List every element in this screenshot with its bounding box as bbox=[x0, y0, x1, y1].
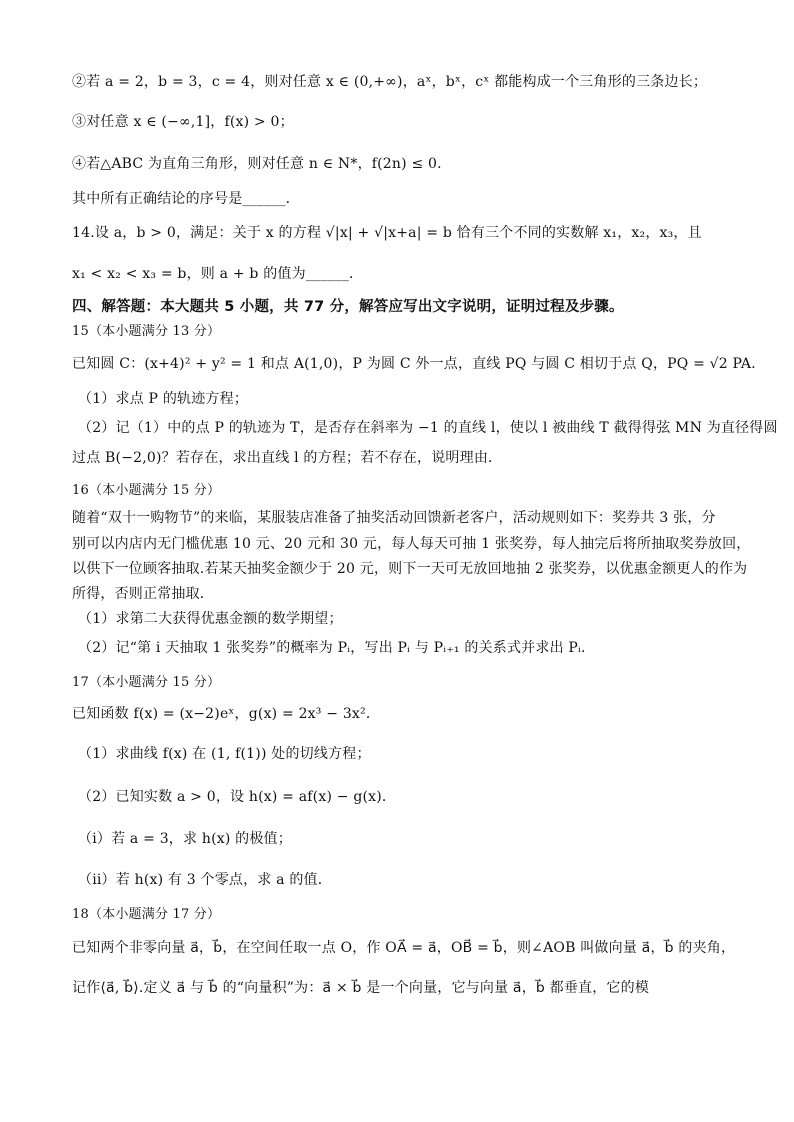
problem-15-part-2-line-2: 过点 B(−2,0)？若存在，求出直线 l 的方程；若不存在，说明理由． bbox=[72, 450, 503, 466]
problem-15-part-2-line-1: （2）记（1）中的点 P 的轨迹为 T，是否存在斜率为 −1 的直线 l，使以 l 被曲线 T 截得得弦 MN 为直径得圆 bbox=[78, 420, 778, 436]
problem-16-title: 16（本小题满分 15 分） bbox=[72, 483, 221, 498]
problem-17-part-2-ii: （ii）若 h(x) 有 3 个零点，求 a 的值． bbox=[78, 872, 332, 888]
problem-17-part-2: （2）已知实数 a > 0，设 h(x) = af(x) − g(x)． bbox=[78, 789, 397, 805]
problem-16-stem-line-1: 随着“双十一购物节”的来临，某服装店准备了抽奖活动回馈新老客户，活动规则如下：奖券共 3 张，分 bbox=[72, 510, 716, 526]
problem-16-stem-line-4: 所得，否则正常抽取． bbox=[72, 586, 214, 602]
problem-17-part-2-i: （i）若 a = 3，求 h(x) 的极值； bbox=[78, 831, 292, 847]
item-13-statement-2: ②若 a = 2，b = 3，c = 4，则对任意 x ∈ (0,+∞)，aˣ，bˣ，cˣ 都能构成一个三角形的三条边长； bbox=[72, 74, 708, 90]
problem-14-line-1: 14.设 a，b > 0，满足：关于 x 的方程 √|x| + √|x+a| = b 恰有三个不同的实数解 x₁，x₂，x₃，且 bbox=[72, 225, 702, 241]
problem-15-part-1: （1）求点 P 的轨迹方程； bbox=[78, 391, 249, 407]
problem-16-part-2: （2）记“第 i 天抽取 1 张奖券”的概率为 Pᵢ，写出 Pᵢ 与 Pᵢ₊₁ 的关系式并求出 Pᵢ． bbox=[78, 640, 596, 656]
problem-17-title: 17（本小题满分 15 分） bbox=[72, 675, 221, 690]
problem-17-stem: 已知函数 f(x) = (x−2)eˣ，g(x) = 2x³ − 3x²． bbox=[72, 706, 381, 722]
problem-17-part-1: （1）求曲线 f(x) 在 (1, f(1)) 处的切线方程； bbox=[78, 746, 371, 762]
problem-18-stem-line-2: 记作⟨a⃗, b⃗⟩.定义 a⃗ 与 b⃗ 的“向量积”为：a⃗ × b⃗ 是一个向量，它与向量 a⃗，b⃗ 都垂直，它的模 bbox=[72, 980, 650, 996]
problem-16-stem-line-3: 以供下一位顾客抽取.若某天抽奖金额少于 20 元，则下一天可无放回地抽 2 张奖券，以优惠金额更人的作为 bbox=[72, 561, 748, 577]
section-heading: 四、解答题：本大题共 5 小题，共 77 分，解答应写出文字说明，证明过程及步骤。 bbox=[72, 299, 624, 315]
problem-15-stem: 已知圆 C：(x+4)² + y² = 1 和点 A(1,0)，P 为圆 C 外一点，直线 PQ 与圆 C 相切于点 Q，PQ = √2 PA． bbox=[72, 356, 766, 372]
problem-18-stem-line-1: 已知两个非零向量 a⃗，b⃗，在空间任取一点 O，作 OA⃗ = a⃗，OB⃗ = b⃗，则∠AOB 叫做向量 a⃗，b⃗ 的夹角， bbox=[72, 940, 736, 956]
item-13-question: 其中所有正确结论的序号是______． bbox=[72, 191, 300, 207]
item-13-statement-4: ④若△ABC 为直角三角形，则对任意 n ∈ N*，f(2n) ≤ 0． bbox=[72, 156, 452, 172]
item-13-statement-3: ③对任意 x ∈ (−∞,1]，f(x) > 0； bbox=[72, 114, 294, 130]
problem-18-title: 18（本小题满分 17 分） bbox=[72, 907, 221, 922]
problem-16-part-1: （1）求第二大获得优惠金额的数学期望； bbox=[78, 611, 343, 627]
problem-16-stem-line-2: 别可以内店内无门槛优惠 10 元、20 元和 30 元，每人每天可抽 1 张奖券，每人抽完后将所抽取奖券放回， bbox=[72, 536, 751, 552]
problem-15-title: 15（本小题满分 13 分） bbox=[72, 324, 221, 339]
problem-14-line-2: x₁ < x₂ < x₃ = b，则 a + b 的值为______． bbox=[72, 266, 364, 282]
